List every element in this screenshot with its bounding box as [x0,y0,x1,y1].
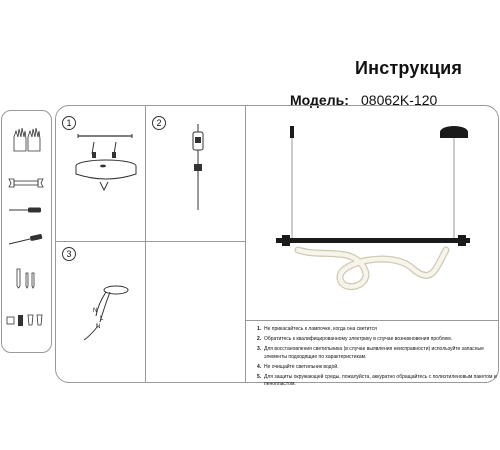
wall-anchors-icon [14,268,38,288]
note-item [257,364,497,371]
note-item [257,346,497,360]
note-text: Для защиты окружающей среды, пожалуйста, аккуратно обращайтесь с полиэтиленовым пакетом и пенопластом. [264,374,497,388]
note-number: 5. [257,374,262,381]
grid-line [245,320,499,321]
note-item [257,326,497,333]
cable-clamp-illustration [186,124,210,212]
note-number: 4. [257,363,262,370]
model-number: 08062K-120 [361,92,438,108]
grid-line [55,241,245,242]
screwdriver-phillips-icon [8,234,44,246]
note-number: 2. [257,336,262,343]
note-number: 3. [257,346,262,353]
page-title: Инструкция [355,58,463,78]
pendant-lamp-illustration [262,118,484,310]
note-text: Обратитесь к квалифицированному электрику в случае возникновения проблем. [264,336,453,343]
safety-notes [257,326,497,388]
step-2-marker: 2 [152,116,166,130]
wire-label-n2: N [96,324,101,330]
connectors-icon [6,312,48,328]
grid-line [245,105,246,383]
ceiling-mount-illustration [70,132,142,196]
gloves-icon [12,125,42,153]
note-text: Не очищайте светильник водой. [264,363,339,370]
wire-label-n: N [93,308,98,314]
note-item [257,374,497,388]
note-text: Для восстановления светильника (в случае выявления неисправности) используйте запасные элементы подходящие по характеристикам. [264,346,484,360]
grid-line [145,105,146,383]
wire-connection-illustration [82,282,132,342]
note-item [257,336,497,343]
screwdriver-flat-icon [8,206,44,214]
wrench-icon [8,178,44,188]
note-text: Не прикасайтесь к лампочке, когда она светится [264,326,377,332]
note-number: 1. [257,326,262,332]
model-label: Модель: [290,92,349,108]
step-3-marker: 3 [62,247,76,261]
wire-label-l: L [100,316,104,322]
step-1-marker: 1 [62,116,76,130]
